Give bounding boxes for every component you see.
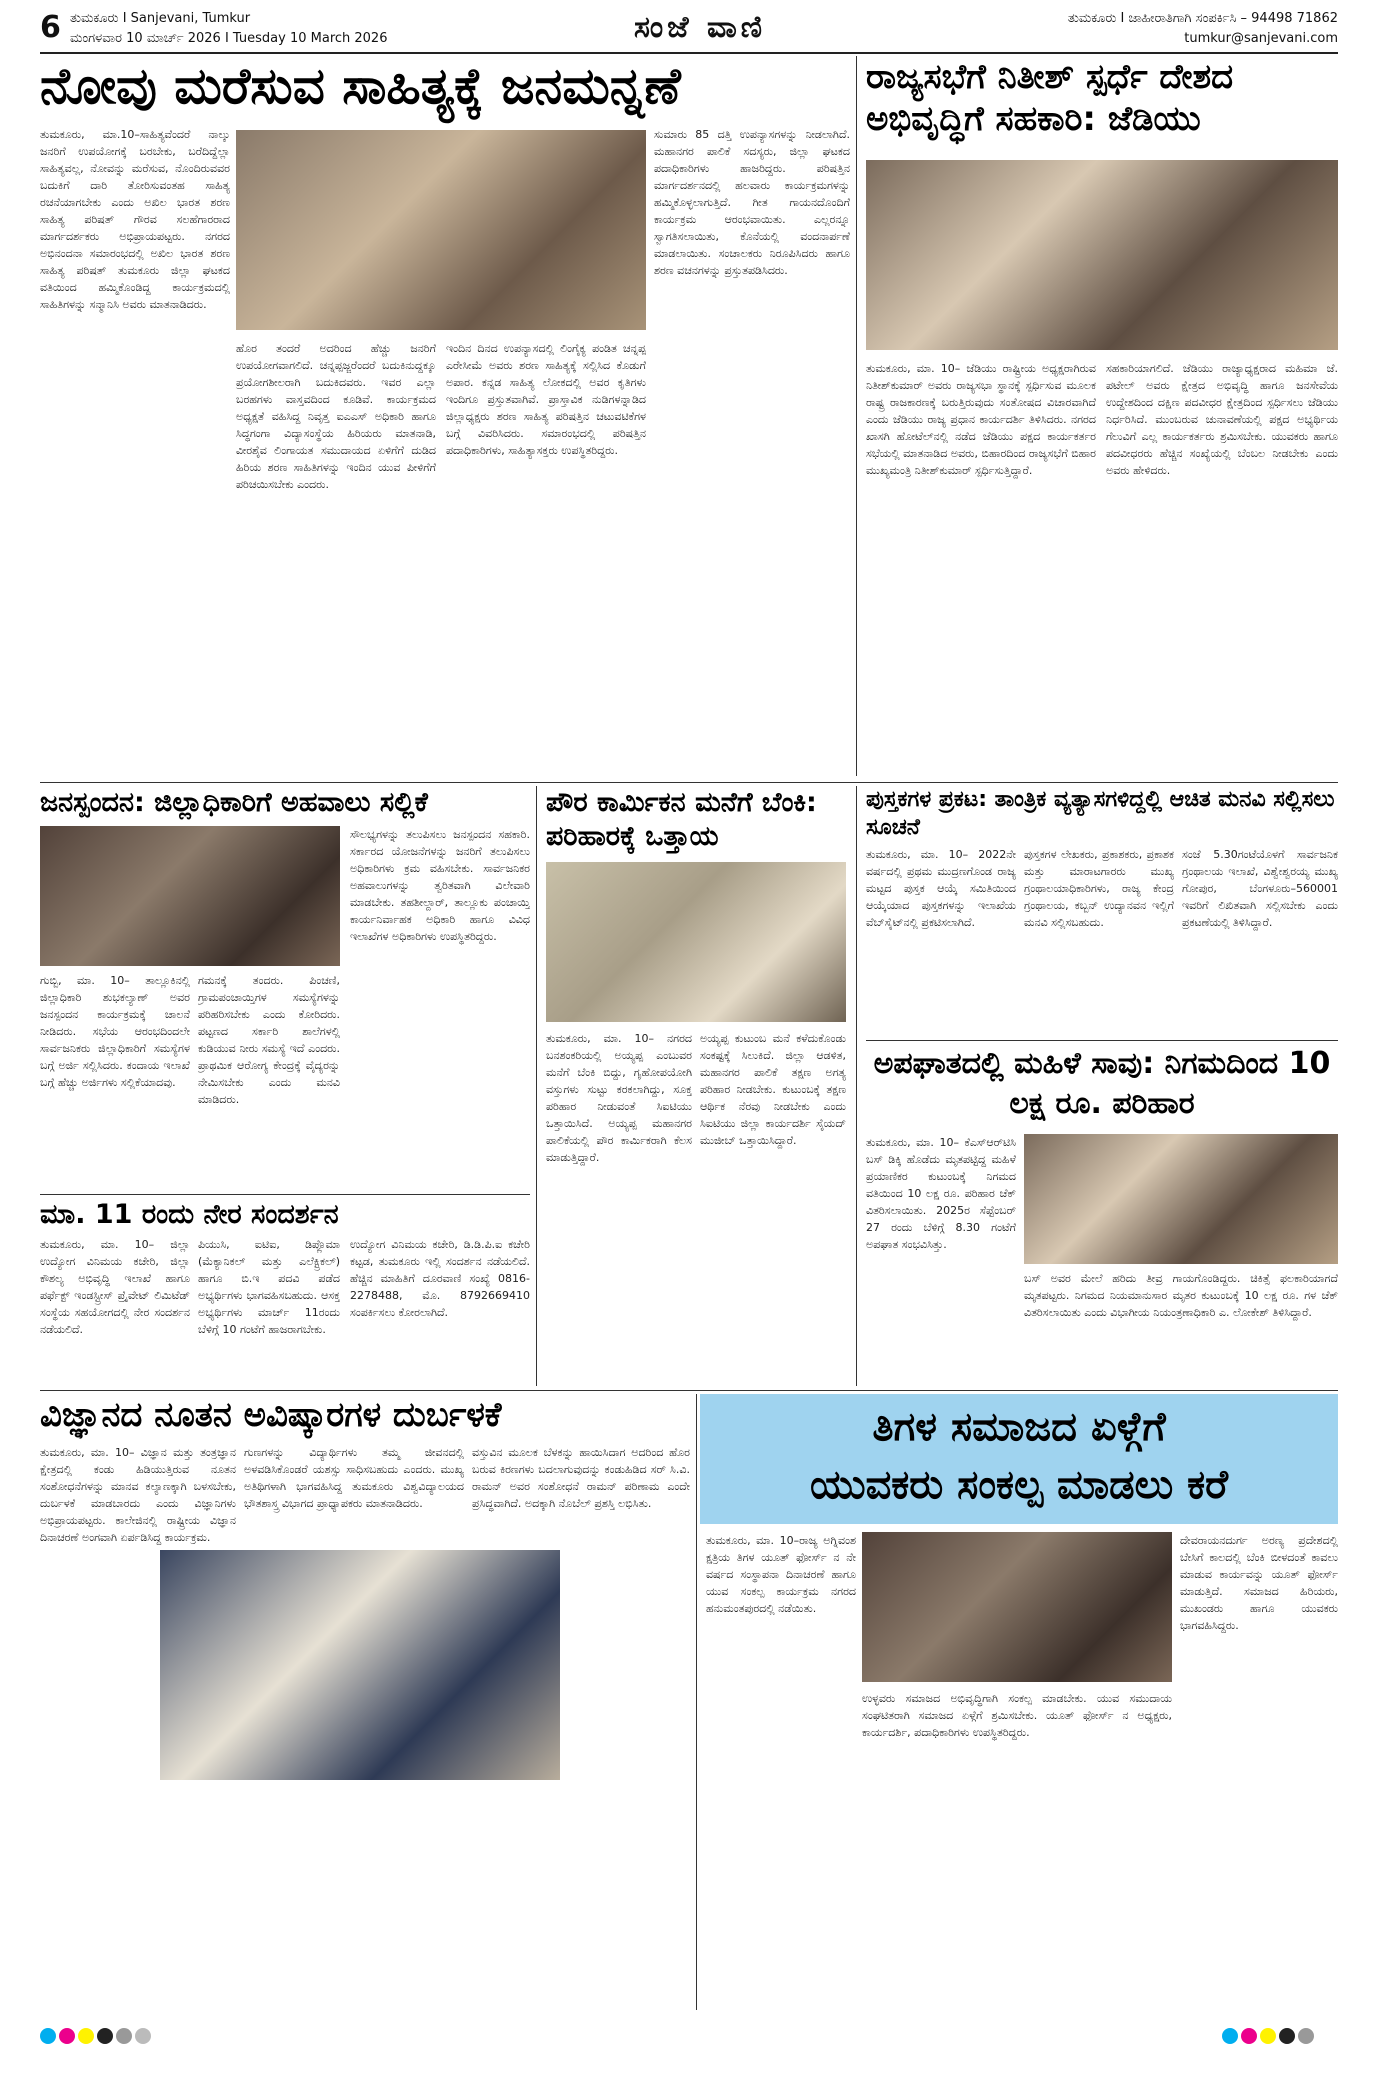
article-1-body-col3: ಇಂದಿನ ದಿನದ ಉಪನ್ಯಾಸದಲ್ಲಿ ಲಿಂಗೈಕ್ಯ ಪಂಡಿತ ಚನ್ನಪ್ಪ ಎರೇಸೀಮೆ ಅವರು ಶರಣ ಸಾಹಿತ್ಯಕ್ಕೆ ಸಲ್ಲಿಸಿದ ಕೊಡುಗೆ ಅಪಾರ. ಕನ್ನಡ ಸಾಹಿತ್ಯ ಲೋಕದಲ್ಲಿ ಅವರ ಕೃತಿಗಳು ಇಂದಿಗೂ ಪ್ರಸ್ತುತವಾಗಿವೆ. ಪ್ರಾಸ್ತಾವಿಕ ನುಡಿಗಳನ್ನಾಡಿದ ಜಿಲ್ಲಾಧ್ಯಕ್ಷರು ಶರಣ ಸಾಹಿತ್ಯ ಪರಿಷತ್ತಿನ ಚಟುವಟಿಕೆಗಳ ಬಗ್ಗೆ ವಿವರಿಸಿದರು. ಸಮಾರಂಭದಲ್ಲಿ ಪರಿಷತ್ತಿನ ಪದಾಧಿಕಾರಿಗಳು, ಸಾಹಿತ್ಯಾಸಕ್ತರು ಉಪಸ್ಥಿತರಿದ್ದರು. bbox=[446, 342, 646, 457]
contact-email: tumkur@sanjevani.com bbox=[1184, 31, 1338, 46]
article-5-body-col1: ತುಮಕೂರು, ಮಾ. 10– ನಗರದ ಬನಶಂಕರಿಯಲ್ಲಿ ಅಯ್ಯಪ್ಪ ಎಂಬುವರ ಮನೆಗೆ ಬೆಂಕಿ ಬಿದ್ದು, ಗೃಹೋಪಯೋಗಿ ವಸ್ತುಗಳು ಸುಟ್ಟು ಕರಕಲಾಗಿದ್ದು, ಸೂಕ್ತ ಪರಿಹಾರ ನೀಡುವಂತೆ ಸಿಐಟಿಯು ಒತ್ತಾಯಿಸಿದೆ. ಅಯ್ಯಪ್ಪ ಮಹಾನಗರ ಪಾಲಿಕೆಯಲ್ಲಿ ಪೌರ ಕಾರ್ಮಿಕರಾಗಿ ಕೆಲಸ ಮಾಡುತ್ತಿದ್ದಾರೆ. bbox=[546, 1032, 692, 1164]
row-divider bbox=[40, 1194, 530, 1195]
article-4-headline: ಮಾ. 11 ರಂದು ನೇರ ಸಂದರ್ಶನ bbox=[40, 1199, 339, 1230]
column-divider bbox=[696, 1394, 697, 2010]
article-8-photo bbox=[160, 1550, 560, 1780]
page-header bbox=[40, 8, 1338, 54]
article-5-body-col2: ಅಯ್ಯಪ್ಪ ಕುಟುಂಬ ಮನೆ ಕಳೆದುಕೊಂಡು ಸಂಕಷ್ಟಕ್ಕೆ ಸಿಲುಕಿದೆ. ಜಿಲ್ಲಾ ಆಡಳಿತ, ಮಹಾನಗರ ಪಾಲಿಕೆ ತಕ್ಷಣ ಅಗತ್ಯ ಪರಿಹಾರ ನೀಡಬೇಕು. ಕುಟುಂಬಕ್ಕೆ ತಕ್ಷಣ ಆರ್ಥಿಕ ನೆರವು ನೀಡಬೇಕು ಎಂದು ಸಿಐಟಿಯು ಜಿಲ್ಲಾ ಕಾರ್ಯದರ್ಶಿ ಸೈಯದ್ ಮುಜೀಬ್ ಒತ್ತಾಯಿಸಿದ್ದಾರೆ. bbox=[700, 1032, 846, 1147]
article-9-headline-line2: ಯುವಕರು ಸಂಕಲ್ಪ ಮಾಡಲು ಕರೆ bbox=[810, 1462, 1228, 1508]
article-6-body-col2: ಪುಸ್ತಕಗಳ ಲೇಖಕರು, ಪ್ರಕಾಶಕರು, ಪ್ರಕಾಶಕ ಮತ್ತು ಮಾರಾಟಗಾರರು ಮುಖ್ಯ ಗ್ರಂಥಾಲಯಾಧಿಕಾರಿಗಳು, ರಾಜ್ಯ ಕೇಂದ್ರ ಗ್ರಂಥಾಲಯ, ಕಬ್ಬನ್ ಉದ್ಯಾನವನ ಇಲ್ಲಿಗೆ ಮನವಿ ಸಲ್ಲಿಸಬಹುದು. bbox=[1024, 848, 1174, 929]
article-2-headline: ರಾಜ್ಯಸಭೆಗೆ ನಿತೀಶ್ ಸ್ಪರ್ಧೆ ದೇಶದ ಅಭಿವೃದ್ಧಿಗೆ ಸಹಕಾರಿ: ಜೆಡಿಯು bbox=[866, 57, 1234, 139]
article-5-photo bbox=[546, 862, 846, 1022]
article-9-photo bbox=[862, 1532, 1172, 1682]
registration-dots-right bbox=[1222, 2028, 1317, 2048]
article-3-body-col1: ಗುಬ್ಬಿ, ಮಾ. 10– ತಾಲ್ಲೂಕಿನಲ್ಲಿ ಜಿಲ್ಲಾಧಿಕಾರಿ ಶುಭಕಲ್ಯಾಣ್ ಅವರ ಜನಸ್ಪಂದನ ಕಾರ್ಯಕ್ರಮಕ್ಕೆ ಚಾಲನೆ ನೀಡಿದರು. ಸಭೆಯ ಆರಂಭದಿಂದಲೇ ಸಾರ್ವಜನಿಕರು ಜಿಲ್ಲಾಧಿಕಾರಿಗೆ ಸಮಸ್ಯೆಗಳ ಬಗ್ಗೆ ಅರ್ಜಿ ಸಲ್ಲಿಸಿದರು. ಕಂದಾಯ ಇಲಾಖೆ ಬಗ್ಗೆ ಹೆಚ್ಚು ಅರ್ಜಿಗಳು ಸಲ್ಲಿಕೆಯಾದವು. bbox=[40, 974, 190, 1089]
article-2-body-col1: ತುಮಕೂರು, ಮಾ. 10– ಜೆಡಿಯು ರಾಷ್ಟ್ರೀಯ ಅಧ್ಯಕ್ಷರಾಗಿರುವ ನಿತೀಶ್‌ಕುಮಾರ್ ಅವರು ರಾಜ್ಯಸಭಾ ಸ್ಥಾನಕ್ಕೆ ಸ್ಪರ್ಧಿಸುವ ಮೂಲಕ ರಾಷ್ಟ್ರ ರಾಜಕಾರಣಕ್ಕೆ ಬರುತ್ತಿರುವುದು ಸಂತೋಷದ ವಿಚಾರವಾಗಿದೆ ಎಂದು ಜೆಡಿಯು ರಾಜ್ಯ ಪ್ರಧಾನ ಕಾರ್ಯದರ್ಶಿ ತಿಳಿಸಿದರು. ನಗರದ ಖಾಸಗಿ ಹೋಟೆಲ್‌ನಲ್ಲಿ ನಡೆದ ಜೆಡಿಯು ಪಕ್ಷದ ಕಾರ್ಯಕರ್ತರ ಸಭೆಯಲ್ಲಿ ಮಾತನಾಡಿದ ಅವರು, ಬಿಹಾರದಿಂದ ರಾಜ್ಯಸಭೆಗೆ ಬಿಹಾರ ಮುಖ್ಯಮಂತ್ರಿ ನಿತೀಶ್‌ಕುಮಾರ್ ಸ್ಪರ್ಧಿಸುತ್ತಿದ್ದಾರೆ. bbox=[866, 362, 1096, 477]
article-1-body-col4: ಸುಮಾರು 85 ದತ್ತಿ ಉಪನ್ಯಾಸಗಳನ್ನು ನೀಡಲಾಗಿದೆ. ಮಹಾನಗರ ಪಾಲಿಕೆ ಸದಸ್ಯರು, ಜಿಲ್ಲಾ ಘಟಕದ ಪದಾಧಿಕಾರಿಗಳು ಹಾಜರಿದ್ದರು. ಪರಿಷತ್ತಿನ ಮಾರ್ಗದರ್ಶನದಲ್ಲಿ ಹಲವಾರು ಕಾರ್ಯಕ್ರಮಗಳನ್ನು ಹಮ್ಮಿಕೊಳ್ಳಲಾಗುತ್ತಿದೆ. ಗೀತ ಗಾಯನದೊಂದಿಗೆ ಕಾರ್ಯಕ್ರಮ ಆರಂಭವಾಯಿತು. ಎಲ್ಲರನ್ನೂ ಸ್ವಾಗತಿಸಲಾಯಿತು, ಕೊನೆಯಲ್ಲಿ ವಂದನಾರ್ಪಣೆ ಮಾಡಲಾಯಿತು. ಸಂಚಾಲಕರು ನಿರೂಪಿಸಿದರು ಹಾಗೂ ಶರಣ ವಚನಗಳನ್ನು ಪ್ರಸ್ತುತಪಡಿಸಿದರು. bbox=[654, 128, 850, 277]
article-7-photo bbox=[1024, 1134, 1338, 1264]
article-8-body-col2: ಗುಣಗಳನ್ನು ವಿದ್ಯಾರ್ಥಿಗಳು ತಮ್ಮ ಜೀವನದಲ್ಲಿ ಅಳವಡಿಸಿಕೊಂಡರೆ ಯಶಸ್ಸು ಸಾಧಿಸಬಹುದು ಎಂದರು. ಮುಖ್ಯ ಅತಿಥಿಗಳಾಗಿ ಭಾಗವಹಿಸಿದ್ದ ತುಮಕೂರು ವಿಶ್ವವಿದ್ಯಾಲಯದ ಭೌತಶಾಸ್ತ್ರ ವಿಭಾಗದ ಪ್ರಾಧ್ಯಾಪಕರು ಮಾತನಾಡಿದರು. bbox=[244, 1446, 464, 1510]
article-1-body-col1: ತುಮಕೂರು, ಮಾ.10–ಸಾಹಿತ್ಯವೆಂದರೆ ನಾಲ್ಕು ಜನರಿಗೆ ಉಪಯೋಗಕ್ಕೆ ಬರಬೇಕು, ಬರೆದಿದ್ದೆಲ್ಲಾ ಸಾಹಿತ್ಯವಲ್ಲ, ನೋವನ್ನು ಮರೆಸುವ, ನೊಂದಿರುವವರ ಬದುಕಿಗೆ ದಾರಿ ತೋರಿಸುವಂತಹ ಸಾಹಿತ್ಯ ರಚನೆಯಾಗಬೇಕು ಎಂದು ಅಖಿಲ ಭಾರತ ಶರಣ ಸಾಹಿತ್ಯ ಪರಿಷತ್ ಗೌರವ ಸಲಹೆಗಾರರಾದ ಮಾರ್ಗದರ್ಶಕರು ಅಭಿಪ್ರಾಯಪಟ್ಟರು. ನಗರದ ಅಭಿನಂದನಾ ಸಮಾರಂಭದಲ್ಲಿ ಅಖಿಲ ಭಾರತ ಶರಣ ಸಾಹಿತ್ಯ ಪರಿಷತ್ ತುಮಕೂರು ಜಿಲ್ಲಾ ಘಟಕದ ವತಿಯಿಂದ ಹಮ್ಮಿಕೊಂಡಿದ್ದ ಕಾರ್ಯಕ್ರಮದಲ್ಲಿ ಸಾಹಿತಿಗಳನ್ನು ಸನ್ಮಾನಿಸಿ ಅವರು ಮಾತನಾಡಿದರು. bbox=[40, 128, 230, 311]
column-divider bbox=[856, 786, 857, 1386]
article-3-headline: ಜನಸ್ಪಂದನ: ಜಿಲ್ಲಾಧಿಕಾರಿಗೆ ಅಹವಾಲು ಸಲ್ಲಿಕೆ bbox=[40, 787, 428, 818]
article-2-photo bbox=[866, 160, 1338, 350]
article-9-headline-line1: ತಿಗಳ ಸಮಾಜದ ಏಳ್ಗೆಗೆ bbox=[872, 1404, 1166, 1450]
article-7-body-col2: ಬಸ್ ಅವರ ಮೇಲೆ ಹರಿದು ತೀವ್ರ ಗಾಯಗೊಂಡಿದ್ದರು. ಚಿಕಿತ್ಸೆ ಫಲಕಾರಿಯಾಗದೆ ಮೃತಪಟ್ಟರು. ನಿಗಮದ ನಿಯಮಾನುಸಾರ ಮೃತರ ಕುಟುಂಬಕ್ಕೆ 10 ಲಕ್ಷ ರೂ. ಗಳ ಚೆಕ್ ವಿತರಿಸಲಾಯಿತು ಎಂದು ವಿಭಾಗೀಯ ನಿಯಂತ್ರಣಾಧಿಕಾರಿ ಎ. ಲೋಕೇಶ್ ತಿಳಿಸಿದ್ದಾರೆ. bbox=[1024, 1272, 1338, 1319]
article-9-body-col2: ಉಳ್ಳವರು ಸಮಾಜದ ಅಭಿವೃದ್ಧಿಗಾಗಿ ಸಂಕಲ್ಪ ಮಾಡಬೇಕು. ಯುವ ಸಮುದಾಯ ಸಂಘಟಿತರಾಗಿ ಸಮಾಜದ ಏಳ್ಗೆಗೆ ಶ್ರಮಿಸಬೇಕು. ಯೂತ್ ಫೋರ್ಸ್ ನ ಅಧ್ಯಕ್ಷರು, ಕಾರ್ಯದರ್ಶಿ, ಪದಾಧಿಕಾರಿಗಳು ಉಪಸ್ಥಿತರಿದ್ದರು. bbox=[862, 1692, 1172, 1739]
article-2-body-col2: ಸಹಕಾರಿಯಾಗಲಿದೆ. ಜೆಡಿಯು ರಾಜ್ಯಾಧ್ಯಕ್ಷರಾದ ಮಹಿಮಾ ಜೆ. ಪಟೇಲ್ ಅವರು ಕ್ಷೇತ್ರದ ಅಭಿವೃದ್ಧಿ ಹಾಗೂ ಜನಸೇವೆಯ ಉದ್ದೇಶದಿಂದ ದಕ್ಷಿಣ ಪದವೀಧರ ಕ್ಷೇತ್ರದಿಂದ ಸ್ಪರ್ಧಿಸಲು ಜೆಡಿಯು ನಿರ್ಧರಿಸಿದೆ. ಮುಂಬರುವ ಚುನಾವಣೆಯಲ್ಲಿ ಪಕ್ಷದ ಅಭ್ಯರ್ಥಿಯ ಗೆಲುವಿಗೆ ಎಲ್ಲ ಕಾರ್ಯಕರ್ತರು ಶ್ರಮಿಸಬೇಕು. ಯುವಕರು ಹಾಗೂ ಪದವೀಧರರು ಹೆಚ್ಚಿನ ಸಂಖ್ಯೆಯಲ್ಲಿ ಬೆಂಬಲ ನೀಡಬೇಕು ಎಂದು ಅವರು ಹೇಳಿದರು. bbox=[1106, 362, 1338, 477]
page-number: 6 bbox=[40, 10, 61, 45]
article-8-body-col3: ವಸ್ತುವಿನ ಮೂಲಕ ಬೆಳಕನ್ನು ಹಾಯಿಸಿದಾಗ ಅದರಿಂದ ಹೊರ ಬರುವ ಕಿರಣಗಳು ಬದಲಾಗುವುದನ್ನು ಕಂಡುಹಿಡಿದ ಸರ್ ಸಿ.ವಿ. ರಾಮನ್ ಅವರ ಸಂಶೋಧನೆ ರಾಮನ್ ಪರಿಣಾಮ ಎಂದೇ ಪ್ರಸಿದ್ಧವಾಗಿದೆ. ಅದಕ್ಕಾಗಿ ನೊಬೆಲ್ ಪ್ರಶಸ್ತಿ ಲಭಿಸಿತು. bbox=[472, 1446, 690, 1510]
article-5-headline: ಪೌರ ಕಾರ್ಮಿಕನ ಮನೆಗೆ ಬೆಂಕಿ: ಪರಿಹಾರಕ್ಕೆ ಒತ್ತಾಯ bbox=[546, 787, 817, 852]
article-6-body-col1: ತುಮಕೂರು, ಮಾ. 10– 2022ನೇ ವರ್ಷದಲ್ಲಿ ಪ್ರಥಮ ಮುದ್ರಣಗೊಂಡ ರಾಜ್ಯ ಮಟ್ಟದ ಪುಸ್ತಕ ಆಯ್ಕೆ ಸಮಿತಿಯಿಂದ ಆಯ್ಕೆಯಾದ ಪುಸ್ತಕಗಳನ್ನು ಇಲಾಖೆಯ ವೆಬ್‌ಸೈಟ್‌ನಲ್ಲಿ ಪ್ರಕಟಿಸಲಾಗಿದೆ. bbox=[866, 848, 1016, 929]
article-7-body-col1: ತುಮಕೂರು, ಮಾ. 10– ಕೆಎಸ್ಆರ್‌ಟಿಸಿ ಬಸ್ ಡಿಕ್ಕಿ ಹೊಡೆದು ಮೃತಪಟ್ಟಿದ್ದ ಮಹಿಳೆ ಪ್ರಯಾಣಿಕರ ಕುಟುಂಬಕ್ಕೆ ನಿಗಮದ ವತಿಯಿಂದ 10 ಲಕ್ಷ ರೂ. ಪರಿಹಾರ ಚೆಕ್ ವಿತರಿಸಲಾಯಿತು. 2025ರ ಸೆಪ್ಟೆಂಬರ್ 27 ರಂದು ಬೆಳಿಗ್ಗೆ 8.30 ಗಂಟೆಗೆ ಅಪಘಾತ ಸಂಭವಿಸಿತ್ತು. bbox=[866, 1136, 1016, 1251]
edition-city: ತುಮಕೂರು I Sanjevani, Tumkur bbox=[70, 11, 251, 26]
masthead: ಸಂಜೆ ವಾಣಿ bbox=[633, 10, 767, 45]
column-divider bbox=[856, 56, 857, 776]
edition-date: ಮಂಗಳವಾರ 10 ಮಾರ್ಚ್ 2026 I Tuesday 10 March 2026 bbox=[70, 31, 388, 46]
row-divider bbox=[40, 1390, 1338, 1391]
article-6-headline: ಪುಸ್ತಕಗಳ ಪ್ರಕಟ: ತಾಂತ್ರಿಕ ವ್ಯತ್ಯಾಸಗಳಿದ್ದಲ್ಲಿ ಆಚಿತ ಮನವಿ ಸಲ್ಲಿಸಲು ಸೂಚನೆ bbox=[866, 787, 1335, 840]
article-3-body-col3: ಸೌಲಭ್ಯಗಳನ್ನು ತಲುಪಿಸಲು ಜನಸ್ಪಂದನ ಸಹಕಾರಿ. ಸರ್ಕಾರದ ಯೋಜನೆಗಳನ್ನು ಜನರಿಗೆ ತಲುಪಿಸಲು ಅಧಿಕಾರಿಗಳು ಕ್ರಮ ವಹಿಸಬೇಕು. ಸಾರ್ವಜನಿಕರ ಅಹವಾಲುಗಳನ್ನು ತ್ವರಿತವಾಗಿ ವಿಲೇವಾರಿ ಮಾಡಬೇಕು. ತಹಶೀಲ್ದಾರ್, ತಾಲ್ಲೂಕು ಪಂಚಾಯ್ತಿ ಕಾರ್ಯನಿರ್ವಾಹಕ ಅಧಿಕಾರಿ ಹಾಗೂ ವಿವಿಧ ಇಲಾಖೆಗಳ ಅಧಿಕಾರಿಗಳು ಉಪಸ್ಥಿತರಿದ್ದರು. bbox=[350, 828, 530, 943]
article-3-photo bbox=[40, 826, 340, 966]
article-7-headline: ಅಪಘಾತದಲ್ಲಿ ಮಹಿಳೆ ಸಾವು: ನಿಗಮದಿಂದ 10 ಲಕ್ಷ ರೂ. ಪರಿಹಾರ bbox=[873, 1046, 1331, 1121]
article-9-body-col3: ದೇವರಾಯನದುರ್ಗ ಅರಣ್ಯ ಪ್ರದೇಶದಲ್ಲಿ ಬೇಸಿಗೆ ಕಾಲದಲ್ಲಿ ಬೆಂಕಿ ಬೀಳದಂತೆ ಕಾವಲು ಮಾಡುವ ಕಾರ್ಯವನ್ನು ಯೂತ್ ಫೋರ್ಸ್ ಮಾಡುತ್ತಿದೆ. ಸಮಾಜದ ಹಿರಿಯರು, ಮುಖಂಡರು ಹಾಗೂ ಯುವಕರು ಭಾಗವಹಿಸಿದ್ದರು. bbox=[1180, 1534, 1338, 1632]
article-1-photo bbox=[236, 130, 646, 330]
registration-dots-left bbox=[40, 2028, 154, 2048]
article-9-headline-box bbox=[700, 1394, 1338, 1524]
row-divider bbox=[866, 1040, 1338, 1041]
article-1-headline: ನೋವು ಮರೆಸುವ ಸಾಹಿತ್ಯಕ್ಕೆ ಜನಮನ್ನಣೆ bbox=[40, 57, 681, 115]
column-divider bbox=[536, 786, 537, 1386]
article-4-body-col1: ತುಮಕೂರು, ಮಾ. 10– ಜಿಲ್ಲಾ ಉದ್ಯೋಗ ವಿನಿಮಯ ಕಚೇರಿ, ಜಿಲ್ಲಾ ಕೌಶಲ್ಯ ಅಭಿವೃದ್ಧಿ ಇಲಾಖೆ ಹಾಗೂ ಪರ್ಫೆಕ್ಟ್ ಇಂಡಸ್ಟ್ರೀಸ್ ಪ್ರೈವೇಟ್ ಲಿಮಿಟೆಡ್ ಸಂಸ್ಥೆಯ ಸಹಯೋಗದಲ್ಲಿ ನೇರ ಸಂದರ್ಶನ ನಡೆಯಲಿದೆ. bbox=[40, 1238, 190, 1336]
article-4-body-col3: ಉದ್ಯೋಗ ವಿನಿಮಯ ಕಚೇರಿ, ಡಿ.ಡಿ.ಪಿ.ಐ ಕಚೇರಿ ಕಟ್ಟಡ, ತುಮಕೂರು ಇಲ್ಲಿ ಸಂದರ್ಶನ ನಡೆಯಲಿದೆ. ಹೆಚ್ಚಿನ ಮಾಹಿತಿಗೆ ದೂರವಾಣಿ ಸಂಖ್ಯೆ 0816-2278488, ಮೊ. 8792669410 ಸಂಪರ್ಕಿಸಲು ಕೋರಲಾಗಿದೆ. bbox=[350, 1238, 530, 1319]
article-4-body-col2: ಪಿಯುಸಿ, ಐಟಿಐ, ಡಿಪ್ಲೊಮಾ (ಮೆಕ್ಯಾನಿಕಲ್ ಮತ್ತು ಎಲೆಕ್ಟ್ರಿಕಲ್) ಹಾಗೂ ಬಿ.ಇ ಪದವಿ ಪಡೆದ ಅಭ್ಯರ್ಥಿಗಳು ಭಾಗವಹಿಸಬಹುದು. ಆಸಕ್ತ ಅಭ್ಯರ್ಥಿಗಳು ಮಾರ್ಚ್ 11ರಂದು ಬೆಳಿಗ್ಗೆ 10 ಗಂಟೆಗೆ ಹಾಜರಾಗಬೇಕು. bbox=[198, 1238, 340, 1336]
ad-contact: ತುಮಕೂರು I ಜಾಹೀರಾತಿಗಾಗಿ ಸಂಪರ್ಕಿಸಿ – 94498 71862 bbox=[1067, 11, 1338, 26]
article-1-body-col2: ಹೊರ ತಂದರೆ ಅದರಿಂದ ಹೆಚ್ಚು ಜನರಿಗೆ ಉಪಯೋಗವಾಗಲಿದೆ. ಚನ್ನಪ್ಪಜ್ಜರೆಂದರೆ ಬದುಕಿನುದ್ದಕ್ಕೂ ಪ್ರಯೋಗಶೀಲರಾಗಿ ಬದುಕಿದವರು. ಇವರ ಎಲ್ಲಾ ಬರಹಗಳು ವಾಸ್ತವದಿಂದ ಕೂಡಿವೆ. ಕಾರ್ಯಕ್ರಮದ ಅಧ್ಯಕ್ಷತೆ ವಹಿಸಿದ್ದ ನಿವೃತ್ತ ಐಎಎಸ್ ಅಧಿಕಾರಿ ಹಾಗೂ ಸಿದ್ಧಗಂಗಾ ವಿದ್ಯಾಸಂಸ್ಥೆಯ ಹಿರಿಯರು ಮಾತನಾಡಿ, ವೀರಶೈವ ಲಿಂಗಾಯತ ಸಮುದಾಯದ ಏಳಿಗೆಗೆ ದುಡಿದ ಹಿರಿಯ ಶರಣ ಸಾಹಿತಿಗಳನ್ನು ಇಂದಿನ ಯುವ ಪೀಳಿಗೆಗೆ ಪರಿಚಯಿಸಬೇಕು ಎಂದರು. bbox=[236, 342, 436, 491]
article-3-body-col2: ಗಮನಕ್ಕೆ ತಂದರು. ಪಿಂಚಣಿ, ಗ್ರಾಮಪಂಚಾಯ್ತಿಗಳ ಸಮಸ್ಯೆಗಳನ್ನು ಪರಿಹರಿಸಬೇಕು ಎಂದು ಕೋರಿದರು. ಪಟ್ಟಣದ ಸರ್ಕಾರಿ ಶಾಲೆಗಳಲ್ಲಿ ಕುಡಿಯುವ ನೀರು ಸಮಸ್ಯೆ ಇದೆ ಎಂದರು. ಪ್ರಾಥಮಿಕ ಆರೋಗ್ಯ ಕೇಂದ್ರಕ್ಕೆ ವೈದ್ಯರನ್ನು ನೇಮಿಸಬೇಕು ಎಂದು ಮನವಿ ಮಾಡಿದರು. bbox=[198, 974, 340, 1106]
row-divider bbox=[40, 782, 1338, 783]
article-8-headline: ವಿಜ್ಞಾನದ ನೂತನ ಅವಿಷ್ಕಾರಗಳ ದುರ್ಬಳಕೆ bbox=[40, 1395, 502, 1435]
article-8-body-col1: ತುಮಕೂರು, ಮಾ. 10– ವಿಜ್ಞಾನ ಮತ್ತು ತಂತ್ರಜ್ಞಾನ ಕ್ಷೇತ್ರದಲ್ಲಿ ಕಂಡು ಹಿಡಿಯುತ್ತಿರುವ ನೂತನ ಸಂಶೋಧನೆಗಳನ್ನು ಮಾನವ ಕಲ್ಯಾಣಕ್ಕಾಗಿ ಬಳಸಬೇಕು, ದುರ್ಬಳಕೆ ಮಾಡಬಾರದು ಎಂದು ವಿಜ್ಞಾನಿಗಳು ಅಭಿಪ್ರಾಯಪಟ್ಟರು. ಕಾಲೇಜಿನಲ್ಲಿ ರಾಷ್ಟ್ರೀಯ ವಿಜ್ಞಾನ ದಿನಾಚರಣೆ ಅಂಗವಾಗಿ ಏರ್ಪಡಿಸಿದ್ದ ಕಾರ್ಯಕ್ರಮ. bbox=[40, 1446, 236, 1544]
article-9-body-col1: ತುಮಕೂರು, ಮಾ. 10–ರಾಜ್ಯ ಅಗ್ನಿವಂಶ ಕ್ಷತ್ರಿಯ ತಿಗಳ ಯೂತ್ ಫೋರ್ಸ್ ನ ನೇ ವರ್ಷದ ಸಂಸ್ಥಾಪನಾ ದಿನಾಚರಣೆ ಹಾಗೂ ಯುವ ಸಂಕಲ್ಪ ಕಾರ್ಯಕ್ರಮ ನಗರದ ಹನುಮಂತಪುರದಲ್ಲಿ ನಡೆಯಿತು. bbox=[706, 1534, 856, 1615]
article-6-body-col3: ಸಂಜೆ 5.30ಗಂಟೆಯೊಳಗೆ ಸಾರ್ವಜನಿಕ ಗ್ರಂಥಾಲಯ ಇಲಾಖೆ, ವಿಶ್ವೇಶ್ವರಯ್ಯ ಮುಖ್ಯ ಗೋಪುರ, ಬೆಂಗಳೂರು–560001 ಇವರಿಗೆ ಲಿಖಿತವಾಗಿ ಸಲ್ಲಿಸಬೇಕು ಎಂದು ಪ್ರಕಟಣೆಯಲ್ಲಿ ತಿಳಿಸಿದ್ದಾರೆ. bbox=[1182, 848, 1338, 929]
